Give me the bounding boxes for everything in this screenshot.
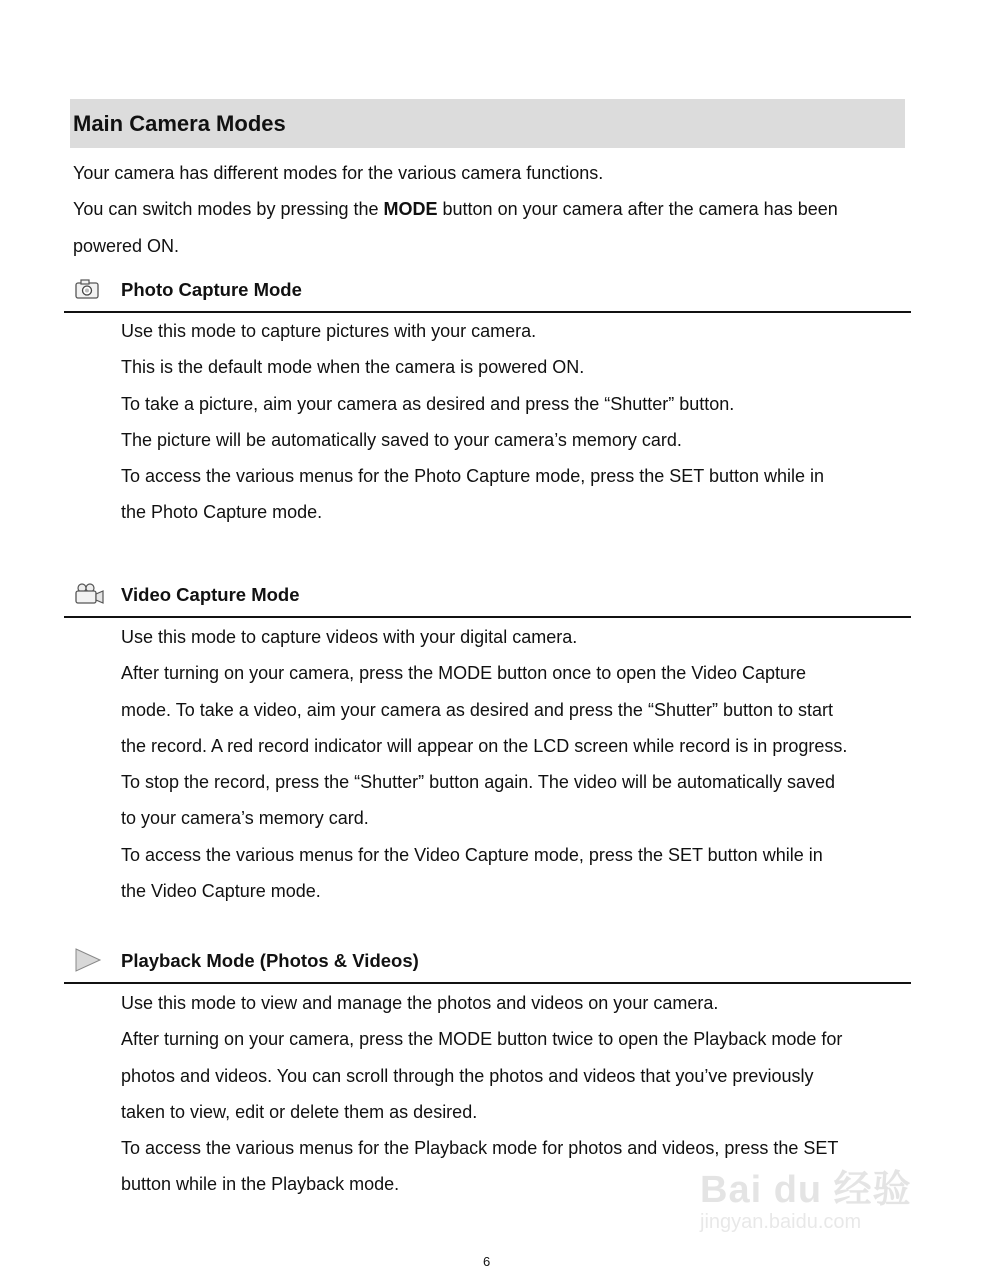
intro-line-2-start: You can switch modes by pressing the (73, 199, 384, 220)
page-title: Main Camera Modes (73, 111, 286, 136)
page-number: 6 (483, 1254, 491, 1269)
watermark (700, 1158, 940, 1244)
video-line: the Video Capture mode. (121, 881, 321, 902)
video-line: To access the various menus for the Video Capture mode, press the SET button while in (121, 844, 823, 865)
photo-line: To access the various menus for the Photo Capture mode, press the SET button while in (121, 466, 825, 487)
video-camera-icon (73, 582, 103, 606)
photo-line: To take a picture, aim your camera as desired and press the “Shutter” button. (121, 393, 735, 414)
watermark-url: jingyan.baidu.com (700, 1211, 862, 1233)
photo-line: This is the default mode when the camera is powered ON. (121, 357, 585, 378)
video-line: After turning on your camera, press the MODE button once to open the Video Capture (121, 663, 807, 684)
video-line: To stop the record, press the “Shutter” button again. The video will be automatically saved (121, 772, 836, 793)
watermark-brand: Bai du 经验 (700, 1169, 912, 1211)
video-line: mode. To take a video, aim your camera as desired and press the “Shutter” button to start (121, 699, 834, 720)
video-capture-title: Video Capture Mode (121, 584, 300, 605)
photo-line: The picture will be automatically saved to your camera’s memory card. (121, 429, 682, 450)
intro-line-2 (73, 191, 913, 227)
playback-title: Playback Mode (Photos & Videos) (121, 950, 419, 971)
photo-capture-body (121, 313, 911, 531)
camera-icon (73, 277, 103, 301)
section-header-band (70, 99, 905, 148)
photo-capture-title: Photo Capture Mode (121, 279, 302, 300)
playback-header (64, 948, 911, 984)
photo-line: the Photo Capture mode. (121, 502, 323, 523)
intro-text (73, 155, 913, 264)
playback-line: photos and videos. You can scroll through the photos and videos that you’ve previously (121, 1065, 814, 1086)
playback-line: button while in the Playback mode. (121, 1174, 400, 1195)
playback-line: taken to view, edit or delete them as desired. (121, 1101, 478, 1122)
video-line: Use this mode to capture videos with your digital camera. (121, 627, 578, 647)
playback-line: Use this mode to view and manage the photos and videos on your camera. (121, 993, 719, 1013)
play-icon (73, 948, 103, 972)
intro-line-1: Your camera has different modes for the various camera functions. (73, 163, 604, 183)
video-capture-body (121, 619, 911, 909)
video-line: to your camera’s memory card. (121, 808, 369, 829)
playback-line: After turning on your camera, press the MODE button twice to open the Playback mode for (121, 1029, 843, 1050)
video-capture-header (64, 582, 911, 618)
video-line: the record. A red record indicator will appear on the LCD screen while record is in progress. (121, 735, 848, 756)
playback-line: To access the various menus for the Playback mode for photos and videos, press the SET (121, 1138, 839, 1159)
intro-line-2-end: button on your camera after the camera has been (437, 199, 838, 220)
photo-line: Use this mode to capture pictures with your camera. (121, 321, 537, 341)
photo-capture-header (64, 277, 911, 313)
mode-keyword: MODE (383, 199, 438, 220)
intro-line-3: powered ON. (73, 235, 180, 256)
